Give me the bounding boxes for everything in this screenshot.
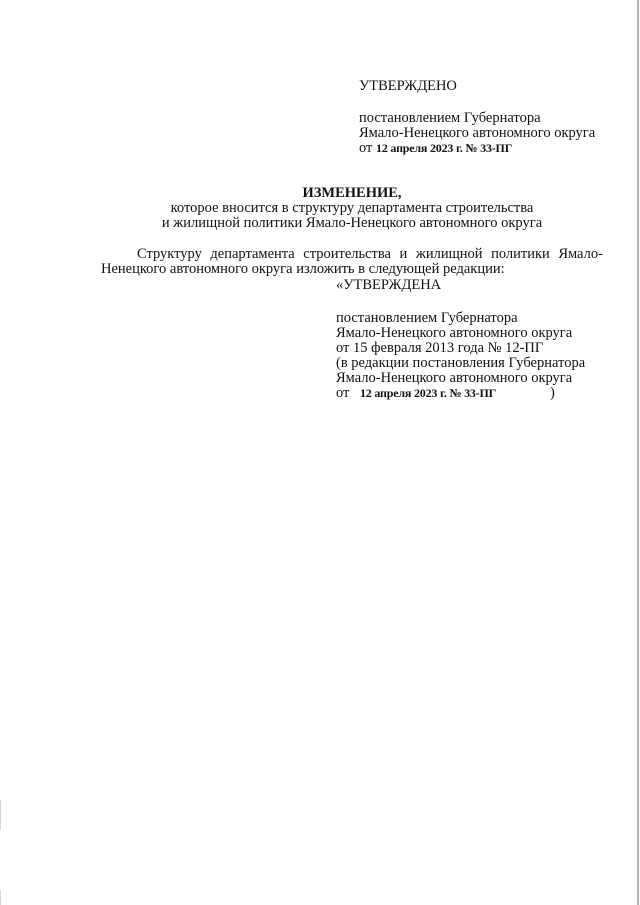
page-edge-right xyxy=(637,0,639,905)
quoted-approval-line-3: от 15 февраля 2013 года № 12-ПГ xyxy=(336,340,544,356)
quoted-approval-title: «УТВЕРЖДЕНА xyxy=(336,277,442,293)
word: политики xyxy=(491,246,550,262)
word: жилищной xyxy=(415,246,483,262)
approval-line-2: Ямало-Ненецкого автономного округа xyxy=(359,125,596,141)
approval-date-prefix: от xyxy=(359,140,373,156)
page-edge-left-mark xyxy=(0,890,1,905)
quoted-approval-closing-paren: ) xyxy=(550,385,555,401)
approval-line-1: постановлением Губернатора xyxy=(359,110,541,126)
paragraph-line-2: Ненецкого автономного округа изложить в следующей редакции: xyxy=(101,261,505,277)
approval-title: УТВЕРЖДЕНО xyxy=(359,78,457,94)
quoted-approval-line-1: постановлением Губернатора xyxy=(336,310,518,326)
quoted-approval-line-2: Ямало-Ненецкого автономного округа xyxy=(336,325,573,341)
paragraph-line-1 xyxy=(137,246,603,262)
word: Ямало- xyxy=(558,246,603,262)
quoted-approval-date-value: 12 апреля 2023 г. № 33-ПГ xyxy=(360,386,497,400)
quoted-approval-date-line xyxy=(336,385,566,401)
quoted-approval-date-prefix: от xyxy=(336,385,350,401)
quoted-approval-line-5: Ямало-Ненецкого автономного округа xyxy=(336,370,573,386)
word: строительства xyxy=(303,246,391,262)
title-subtitle-line-2: и жилищной политики Ямало-Ненецкого автономного округа xyxy=(161,215,543,231)
title-subtitle-line-1: которое вносится в структуру департамента строительства xyxy=(170,200,534,216)
word: Структуру xyxy=(137,246,202,262)
page-edge-left-mark xyxy=(0,800,1,830)
title-heading: ИЗМЕНЕНИЕ, xyxy=(302,185,402,201)
approval-date-value: 12 апреля 2023 г. № 33-ПГ xyxy=(376,141,513,155)
approval-date-line xyxy=(359,140,512,156)
word: департамента xyxy=(210,246,295,262)
word: и xyxy=(399,246,408,262)
quoted-approval-line-4: (в редакции постановления Губернатора xyxy=(336,355,586,371)
